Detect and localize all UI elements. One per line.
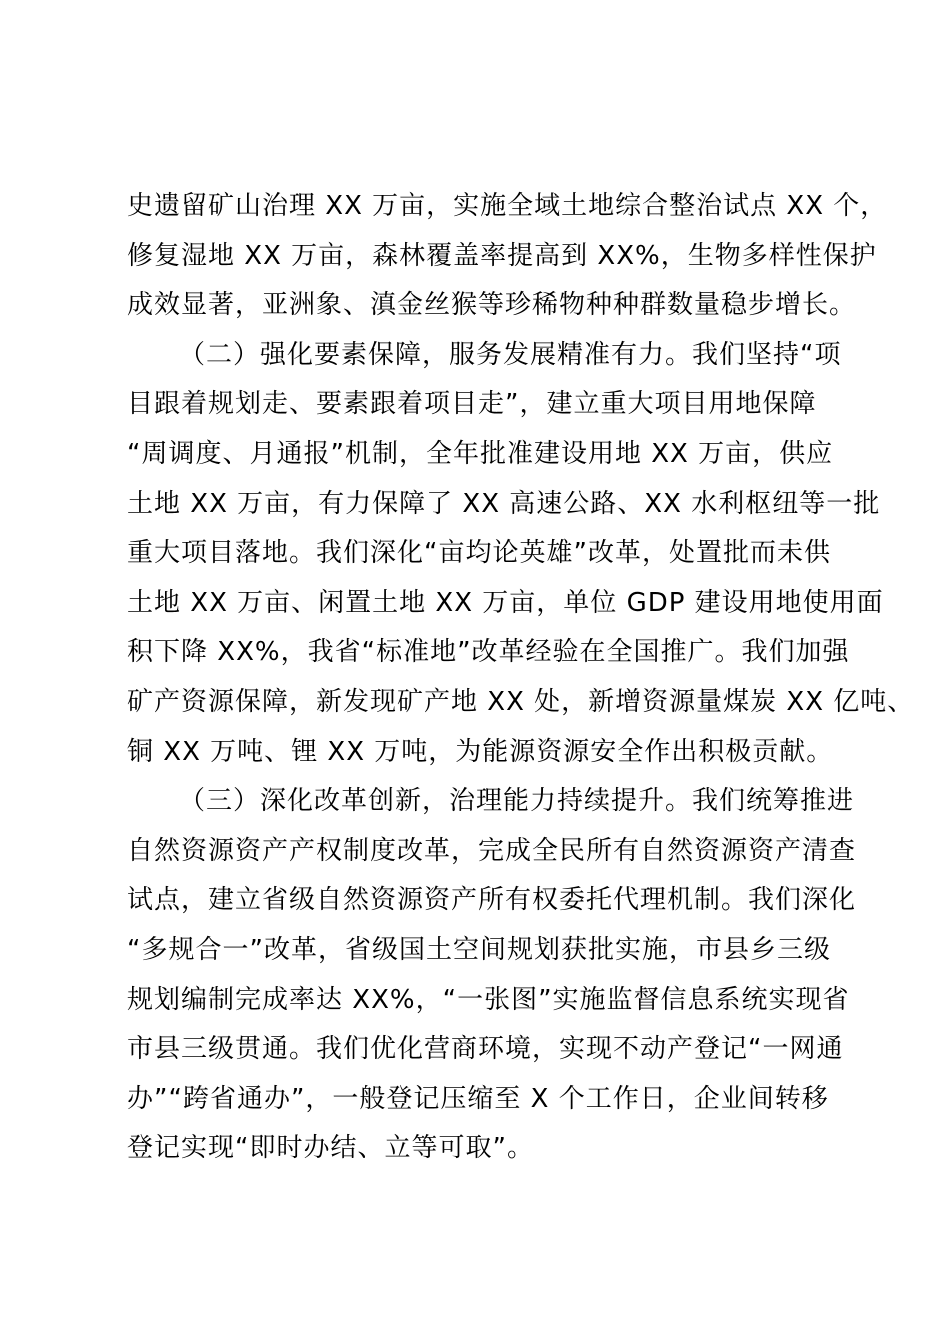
text-line: 成效显著，亚洲象、滇金丝猴等珍稀物种种群数量稳步增长。 <box>127 290 857 321</box>
text-line: 史遗留矿山治理 XX 万亩，实施全域土地综合整治试点 XX 个， <box>127 191 888 221</box>
text-line: 试点，建立省级自然资源资产所有权委托代理机制。我们深化 <box>127 885 857 916</box>
text-line: 规划编制完成率达 XX%，“一张图”实施监督信息系统实现省 <box>127 984 850 1015</box>
text-line: 重大项目落地。我们深化“亩均论英雄”改革，处置批而未供 <box>127 538 831 569</box>
text-line: 矿产资源保障，新发现矿产地 XX 处，新增资源量煤炭 XX 亿吨、 <box>127 686 915 717</box>
text-line: 自然资源资产产权制度改革，完成全民所有自然资源资产清查 <box>127 835 857 866</box>
text-line: 目跟着规划走、要素跟着项目走”，建立重大项目用地保障 <box>127 389 817 420</box>
section-heading-line: （二）强化要素保障，服务发展精准有力。我们坚持“项 <box>179 339 842 370</box>
text-line: “周调度、月通报”机制，全年批准建设用地 XX 万亩，供应 <box>127 438 834 469</box>
text-line: 土地 XX 万亩、闲置土地 XX 万亩，单位 GDP 建设用地使用面 <box>127 587 884 618</box>
text-line: “多规合一”改革，省级国土空间规划获批实施，市县乡三级 <box>127 934 831 965</box>
text-line: 市县三级贯通。我们优化营商环境，实现不动产登记“一网通 <box>127 1034 844 1065</box>
document-body <box>127 182 915 1174</box>
text-line: 登记实现“即时办结、立等可取”。 <box>127 1133 534 1164</box>
text-line: 铜 XX 万吨、锂 XX 万吨，为能源资源安全作出积极贡献。 <box>127 736 834 767</box>
text-line: 土地 XX 万亩，有力保障了 XX 高速公路、XX 水利枢纽等一批 <box>127 488 881 519</box>
text-line: 修复湿地 XX 万亩，森林覆盖率提高到 XX%，生物多样性保护 <box>127 240 877 271</box>
text-line: 办”“跨省通办”，一般登记压缩至 X 个工作日，企业间转移 <box>127 1083 829 1114</box>
text-line: 积下降 XX%，我省“标准地”改革经验在全国推广。我们加强 <box>127 637 850 668</box>
section-heading-line: （三）深化改革创新，治理能力持续提升。我们统筹推进 <box>179 786 855 817</box>
